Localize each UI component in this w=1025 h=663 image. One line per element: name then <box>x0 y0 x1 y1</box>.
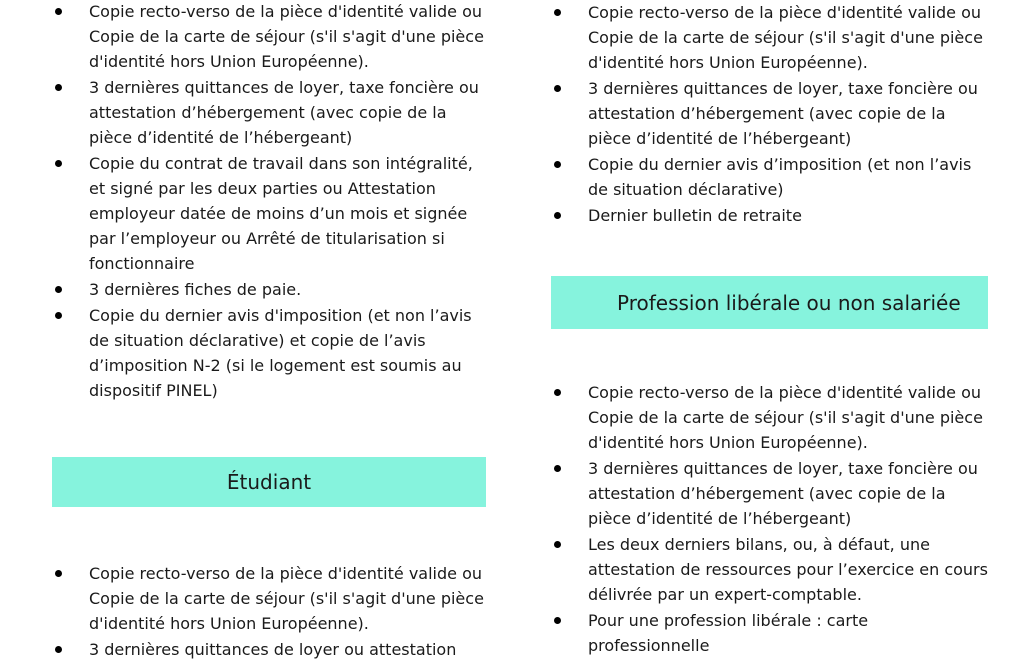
list-item: Copie recto-verso de la pièce d'identité valide ou Copie de la carte de séjour (s'il s'agit d'une pièce d'identité hors Union Européenne). <box>551 0 988 75</box>
list-item: Les deux derniers bilans, ou, à défaut, une attestation de ressources pour l’exercice en cours délivrée par un expert-comptable. <box>551 532 988 607</box>
list-item: 3 dernières fiches de paie. <box>52 277 486 302</box>
list-item: Copie recto-verso de la pièce d'identité valide ou Copie de la carte de séjour (s'il s'agit d'une pièce d'identité hors Union Européenne). <box>52 0 486 74</box>
list-item: Copie recto-verso de la pièce d'identité valide ou Copie de la carte de séjour (s'il s'agit d'une pièce d'identité hors Union Européenne). <box>52 561 486 636</box>
list-item: Copie du contrat de travail dans son intégralité, et signé par les deux parties ou Attestation employeur datée de moins d’un mois et signée par l’employeur ou Arrêté de titularisation si fonctionnaire <box>52 151 486 276</box>
liberal-section <box>551 380 988 659</box>
right-document-list <box>551 0 988 228</box>
left-document-list <box>52 0 486 403</box>
list-item: Pour une profession libérale : carte professionnelle <box>551 608 988 658</box>
section-title: Profession libérale ou non salariée <box>617 290 961 315</box>
left-column <box>52 0 486 404</box>
liberal-document-list <box>551 380 988 658</box>
list-item: Copie du dernier avis d'imposition (et non l’avis de situation déclarative) et copie de l’avis d’imposition N-2 (si le logement est soumis au dispositif PINEL) <box>52 303 486 403</box>
list-item: 3 dernières quittances de loyer, taxe foncière ou attestation d’hébergement (avec copie de la pièce d’identité de l’hébergeant) <box>551 76 988 151</box>
student-section <box>52 561 486 663</box>
list-item: 3 dernières quittances de loyer, taxe foncière ou attestation d’hébergement (avec copie de la pièce d’identité de l’hébergeant) <box>551 456 988 531</box>
list-item: 3 dernières quittances de loyer, taxe foncière ou attestation d’hébergement (avec copie de la pièce d’identité de l’hébergeant) <box>52 75 486 150</box>
section-header-student <box>52 457 486 507</box>
right-column <box>551 0 988 229</box>
list-item: 3 dernières quittances de loyer ou attestation <box>52 637 486 662</box>
section-header-liberal <box>551 276 988 329</box>
section-title: Étudiant <box>226 470 312 494</box>
student-document-list <box>52 561 486 662</box>
list-item: Copie recto-verso de la pièce d'identité valide ou Copie de la carte de séjour (s'il s'agit d'une pièce d'identité hors Union Européenne). <box>551 380 988 455</box>
list-item: Copie du dernier avis d’imposition (et non l’avis de situation déclarative) <box>551 152 988 202</box>
list-item: Dernier bulletin de retraite <box>551 203 988 228</box>
